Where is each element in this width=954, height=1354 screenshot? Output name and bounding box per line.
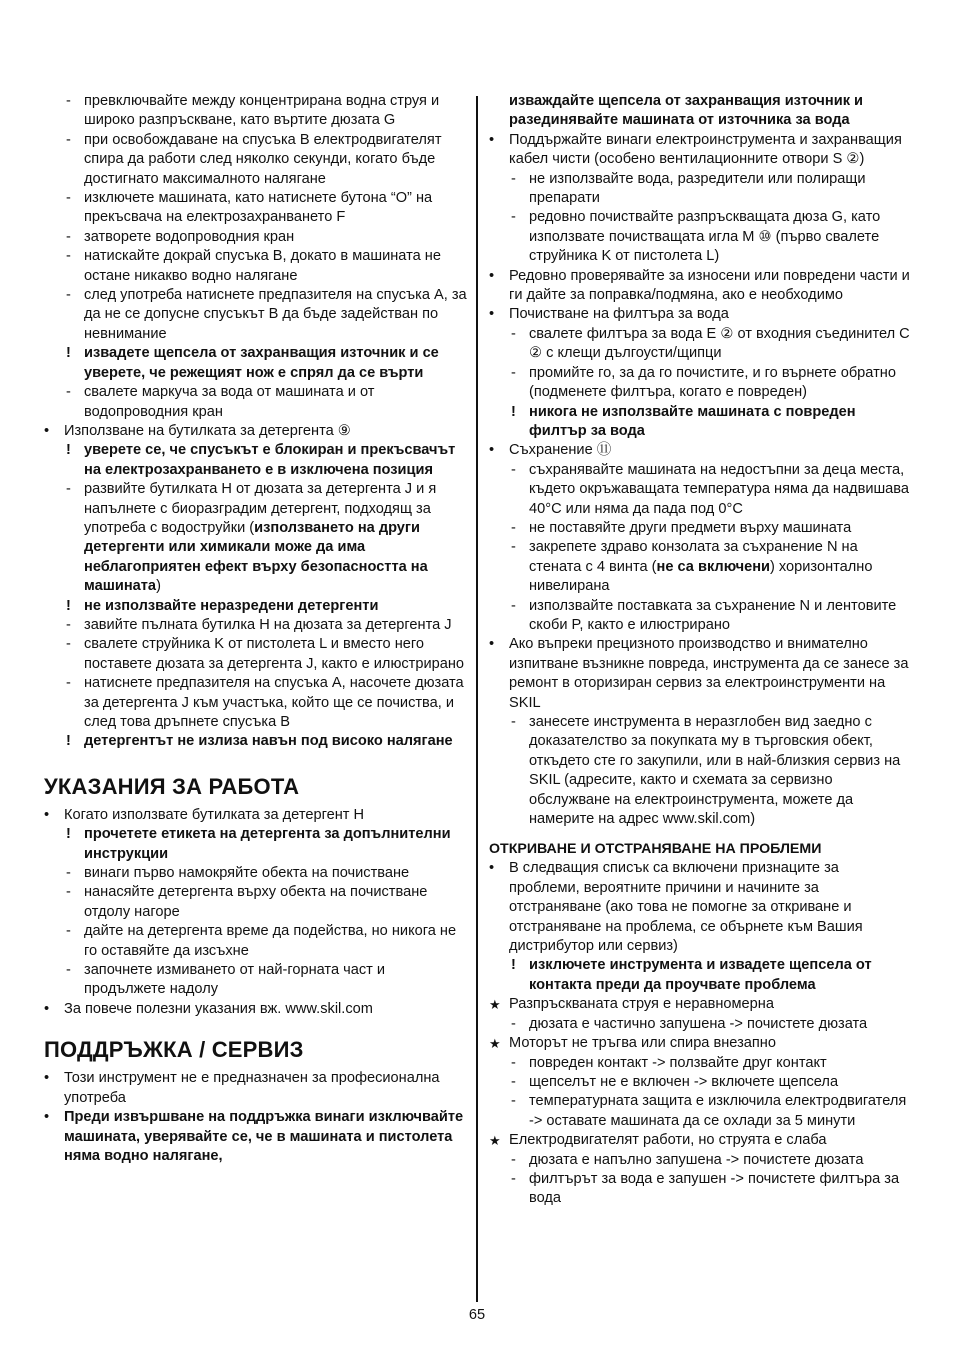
list-marker: - xyxy=(511,325,516,342)
item-text: редовно почиствайте разпръскващата дюза G, като използвате почистващата игла M ⑩ (първо свалете струйника K от пистолета L) xyxy=(529,209,881,265)
item-text: Електродвигателят работи, но струята е слаба xyxy=(509,1132,827,1149)
list-marker: - xyxy=(66,287,71,304)
item-text: температурната защита е изключила електродвигателя -> оставате машината да се охлади за 5 минути xyxy=(529,1093,907,1129)
sub-list-item xyxy=(44,961,468,1000)
item-text: изключете машината, като натиснете бутона “O” на прекъсвача на електрозахранването F xyxy=(84,190,433,226)
sub-list-item xyxy=(44,597,468,616)
item-text: натискайте докрай спусъка B, докато в машината не остане никакво водно налягане xyxy=(84,248,441,284)
sub-list-item xyxy=(489,538,913,596)
list-marker: - xyxy=(66,93,71,109)
list-item xyxy=(44,1069,468,1108)
left-column xyxy=(44,92,468,1166)
sub-list-item xyxy=(489,1092,913,1131)
sub-list-item xyxy=(489,1170,913,1209)
list-marker: - xyxy=(66,481,71,498)
item-text: изваждайте щепсела от захранващия източник и разединявайте машината от източника за вода xyxy=(509,93,864,129)
item-text: щепселът не е включен -> включете щепсела xyxy=(529,1073,839,1090)
item-text: прочетете етикета на детергента за допълнителни инструкции xyxy=(84,826,451,862)
sub-list-item xyxy=(44,922,468,961)
sub-list-item xyxy=(44,674,468,732)
item-text: не използвайте неразредени детергенти xyxy=(84,597,379,614)
item-text: промийте го, за да го почистите, и го върнете обратно (подменете филтъра, когато е повреден) xyxy=(529,364,896,401)
item-text: За повече полезни указания вж. www.skil.com xyxy=(64,1000,373,1017)
item-text: нанасяйте детергента върху обекта на почистване отдолу нагоре xyxy=(84,884,428,920)
sub-list-item xyxy=(44,92,468,131)
list-marker: • xyxy=(489,306,495,323)
sub-list-item xyxy=(489,325,913,364)
item-text: свалете струйника K от пистолета L и вместо него поставете дюзата за детергента J, както е илюстрирано xyxy=(84,636,465,672)
list-marker: - xyxy=(66,865,71,882)
item-text: никога не използвайте машината с повреден филтър за вода xyxy=(529,403,856,439)
sub-list-item xyxy=(489,170,913,209)
item-text: при освобождаване на спусъка B електродвигателят спира да работи след няколко секунди, когато бъде достигнато максималното налягане xyxy=(84,131,442,187)
item-text: дюзата е частично запушена -> почистете дюзата xyxy=(529,1015,868,1032)
item-text: дайте на детергента време да подейства, но никога не го оставяйте да изсъхне xyxy=(84,923,457,959)
sub-list-item xyxy=(44,286,468,344)
section-heading: УКАЗАНИЯ ЗА РАБОТА xyxy=(44,773,300,799)
item-text: не поставяйте други предмети върху машината xyxy=(529,519,852,536)
sub-list-item xyxy=(489,1073,913,1092)
list-marker: - xyxy=(66,962,71,979)
list-item xyxy=(489,131,913,170)
list-marker: ! xyxy=(66,733,71,750)
item-text: натиснете предпазителя на спусъка A, насочете дюзата за детергента J към участъка, който ще се почиства, и след това дръпнете спусъка B xyxy=(84,675,464,730)
list-marker: - xyxy=(511,1054,516,1071)
sub-list-item xyxy=(44,732,468,751)
sub-list-item xyxy=(44,864,468,883)
list-marker: - xyxy=(511,1170,516,1187)
list-marker: - xyxy=(66,616,71,633)
item-text: започнете измиването от най-горната част и продължете надолу xyxy=(84,962,386,998)
list-item xyxy=(489,267,913,306)
sub-list-item xyxy=(44,228,468,247)
item-text: завийте пълната бутилка H на дюзата за детергента J xyxy=(84,616,452,633)
list-item xyxy=(489,635,913,713)
item-text: филтърът за вода е запушен -> почистете филтъра за вода xyxy=(529,1170,900,1207)
sub-list-item xyxy=(44,383,468,422)
list-marker: - xyxy=(511,170,516,187)
item-text: изключете инструмента и извадете щепсела от контакта преди да проучвате проблема xyxy=(529,957,872,993)
list-marker: ! xyxy=(66,826,71,843)
sub-list-item xyxy=(489,1054,913,1073)
sub-list-item xyxy=(44,441,468,480)
sub-list-item xyxy=(44,825,468,864)
list-item xyxy=(44,1108,468,1166)
item-text: Този инструмент не е предназначен за професионална употреба xyxy=(64,1070,440,1106)
list-marker: - xyxy=(511,519,516,536)
sub-list-item xyxy=(489,1151,913,1170)
item-text: занесете инструмента в неразглобен вид заедно с доказателство за покупката му в търговския обект, откъдето сте го закупили, или в най-близкия сервиз на SKIL (адресите, както и схемата за сервизно обслужване на електроинструмента, можете да намерите на адрес www.skil.com) xyxy=(529,714,901,828)
sub-list-item xyxy=(44,616,468,635)
item-text: след употреба натиснете предпазителя на спусъка A, за да не се допусне спусъкът B да бъде задействан по невнимание xyxy=(84,287,467,342)
list-marker: - xyxy=(66,636,71,653)
item-text: Почистване на филтъра за вода xyxy=(509,306,729,323)
sub-list-item xyxy=(44,247,468,286)
list-marker: ★ xyxy=(489,997,501,1013)
list-marker: • xyxy=(489,267,495,284)
list-marker: - xyxy=(511,1015,516,1032)
list-marker: ! xyxy=(66,442,71,459)
list-item xyxy=(489,441,913,460)
sub-list-item xyxy=(489,364,913,403)
list-marker: - xyxy=(66,884,71,901)
list-marker: • xyxy=(489,131,495,148)
list-marker: - xyxy=(511,364,516,381)
list-marker: • xyxy=(44,422,50,439)
list-marker: • xyxy=(44,1109,50,1126)
list-marker: - xyxy=(66,248,71,265)
list-item xyxy=(489,995,913,1014)
item-text: използването на други детергенти или химикали може да има неблагоприятен ефект върху безопасността на машината xyxy=(84,519,428,595)
page-number: 65 xyxy=(468,1307,486,1323)
item-text: Моторът не тръгва или спира внезапно xyxy=(509,1035,776,1052)
sub-list-item xyxy=(44,344,468,383)
item-text: Когато използвате бутилката за детергент H xyxy=(64,806,365,823)
list-marker: - xyxy=(66,923,71,940)
section-heading: ПОДДРЪЖКА / СЕРВИЗ xyxy=(44,1037,304,1063)
sub-list-item xyxy=(44,480,468,596)
item-text: превключвайте между концентрирана водна струя и широко разпръскване, като въртите дюзата G xyxy=(84,93,440,129)
list-marker: ! xyxy=(511,403,516,420)
list-item xyxy=(489,859,913,956)
item-text: Разпръскваната струя е неравномерна xyxy=(509,996,774,1013)
item-text: съхранявайте машината на недостъпни за деца места, където окръжаващата температура няма да надвишава 40°C или няма да пада под 0°C xyxy=(529,461,910,517)
item-text: винаги първо намокряйте обекта на почистване xyxy=(84,865,410,882)
list-marker: - xyxy=(511,539,516,556)
item-text: Използване на бутилката за детергента ⑨ xyxy=(64,422,351,439)
sub-list-item xyxy=(489,461,913,519)
sub-list-item xyxy=(44,131,468,189)
list-marker: - xyxy=(511,714,516,730)
list-item xyxy=(489,1034,913,1053)
list-marker: • xyxy=(44,1000,50,1017)
item-text: Съхранение ⑪ xyxy=(509,442,612,459)
right-column xyxy=(489,92,913,1209)
list-marker: - xyxy=(511,1073,516,1090)
item-text: В следващия списък са включени признаците за проблеми, вероятните причини и начините за отстраняване (ако това не помогне за откриване и отстраняване на проблема, се обърнете към Вашия дистрибутор или сервиз) xyxy=(509,860,863,955)
item-text: ) xyxy=(156,578,161,595)
list-item xyxy=(44,806,468,825)
section-heading: ОТКРИВАНЕ И ОТСТРАНЯВАНЕ НА ПРОБЛЕМИ xyxy=(489,841,822,858)
sub-list-item xyxy=(489,1015,913,1034)
sub-list-item xyxy=(489,208,913,266)
item-text: използвайте поставката за съхранение N и лентовите скоби P, както е илюстрирано xyxy=(529,597,897,633)
item-text: Преди извършване на поддръжка винаги изключвайте машината, уверявайте се, че в машината и пистолета няма водно налягане, xyxy=(64,1109,464,1164)
list-marker: • xyxy=(489,860,495,877)
list-marker: - xyxy=(511,209,516,226)
item-text: не използвайте вода, разредители или полиращи препарати xyxy=(529,170,866,207)
list-marker: ★ xyxy=(489,1036,501,1052)
list-marker: - xyxy=(66,675,71,692)
item-text: затворете водопроводния кран xyxy=(84,228,295,245)
sub-list-item xyxy=(489,403,913,442)
list-marker: ★ xyxy=(489,1133,501,1149)
list-item xyxy=(44,1000,468,1019)
list-marker: - xyxy=(66,384,71,401)
item-text: повреден контакт -> ползвайте друг контакт xyxy=(529,1054,827,1071)
item-text: закрепете здраво конзолата за съхранение N на стената с 4 винта ( xyxy=(529,539,858,575)
item-text: извадете щепсела от захранващия източник и се уверете, че режещият нож е спрял да се върти xyxy=(84,345,439,381)
item-text: развийте бутилката H от дюзата за детергента J и я напълнете с биоразградим детергент, подходящ за употреба с водоструйки ( xyxy=(84,481,437,536)
column-divider xyxy=(476,96,478,1302)
list-marker: - xyxy=(66,190,71,207)
list-marker: - xyxy=(511,1093,516,1110)
item-text: уверете се, че спусъкът е блокиран и прекъсвачът на електрозахранването е в изключена позиция xyxy=(84,442,456,478)
sub-list-item xyxy=(489,519,913,538)
sub-list-item xyxy=(489,956,913,995)
list-marker: ! xyxy=(511,957,516,974)
list-marker: • xyxy=(44,1070,50,1087)
list-item xyxy=(489,1131,913,1150)
list-marker: • xyxy=(489,636,495,653)
list-marker: - xyxy=(511,461,516,478)
item-text: ) хоризонтално нивелирана xyxy=(529,558,873,595)
list-marker: - xyxy=(66,131,71,148)
sub-list-item xyxy=(44,189,468,228)
list-item xyxy=(489,92,913,131)
sub-list-item xyxy=(44,883,468,922)
list-marker: • xyxy=(489,442,495,459)
item-text: свалете филтъра за вода E ② от входния съединител C ② с клещи дългоусти/щипци xyxy=(529,325,910,362)
item-text: детергентът не излиза навън под високо налягане xyxy=(84,733,453,750)
list-item xyxy=(489,305,913,324)
list-marker: - xyxy=(511,1151,516,1168)
list-marker: - xyxy=(511,597,516,614)
list-marker: • xyxy=(44,806,50,823)
sub-list-item xyxy=(44,635,468,674)
item-text: Ако въпреки прецизното производство и внимателно изпитване възникне повреда, инструмента да се занесе за ремонт в оторизиран сервиз за електроинструменти на SKIL xyxy=(509,636,909,711)
list-marker: ! xyxy=(66,597,71,614)
item-text: Редовно проверявайте за износени или повредени части и ги дайте за поправка/подмяна, ако е необходимо xyxy=(509,267,910,304)
item-text: Поддържайте винаги електроинструмента и захранващия кабел чисти (особено вентилационните отвори S ②) xyxy=(509,131,902,168)
sub-list-item xyxy=(489,713,913,829)
list-item xyxy=(44,422,468,441)
sub-list-item xyxy=(489,597,913,636)
item-text: не са включени xyxy=(656,558,770,575)
item-text: дюзата е напълно запушена -> почистете дюзата xyxy=(529,1151,864,1168)
item-text: свалете маркуча за вода от машината и от водопроводния кран xyxy=(84,384,375,420)
list-marker: ! xyxy=(66,345,71,362)
list-marker: - xyxy=(66,228,71,245)
